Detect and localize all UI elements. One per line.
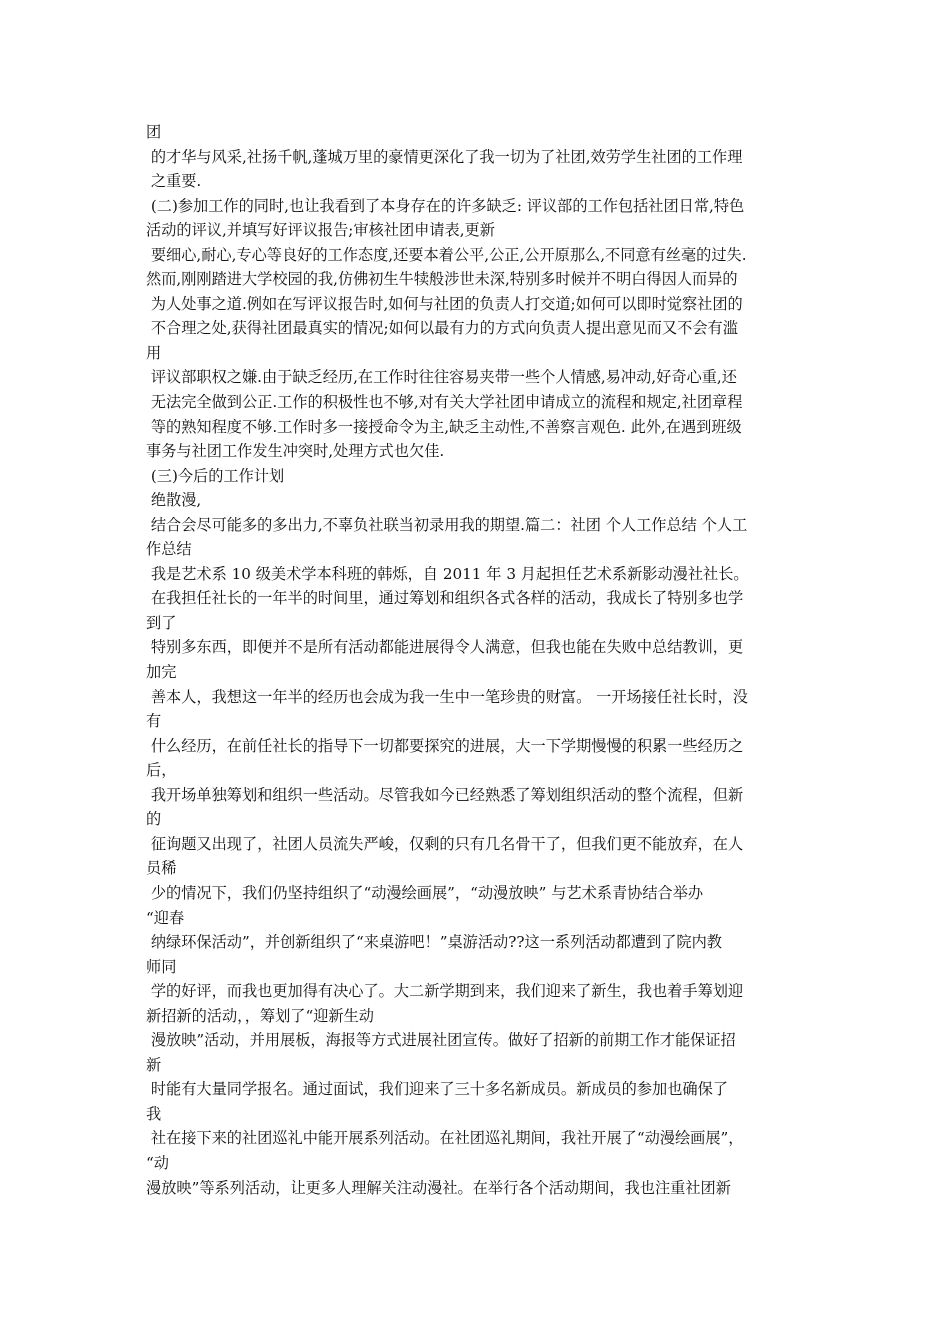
text-line: 作总结	[146, 540, 192, 559]
text-line: 用	[146, 343, 162, 362]
text-line: 什么经历，在前任社长的指导下一切都要探究的进展，大一下学期慢慢的积累一些经历之	[146, 736, 744, 755]
text-line: “动	[146, 1153, 169, 1172]
text-line: 少的情况下，我们仍坚持组织了“动漫绘画展”，“动漫放映” 与艺术系青协结合举办	[146, 883, 704, 902]
text-line: 加完	[146, 663, 177, 682]
text-line: 师同	[146, 957, 177, 976]
text-line: 不合理之处,获得社团最真实的情况;如何以最有力的方式向负责人提出意见而又不会有滥	[146, 319, 738, 338]
text-line: 时能有大量同学报名。通过面试，我们迎来了三十多名新成员。新成员的参加也确保了	[146, 1080, 728, 1099]
text-line: “迎春	[146, 908, 185, 927]
text-line: 然而,刚刚踏进大学校园的我,仿佛初生牛犊般涉世未深,特别多时候并不明白得因人而异的	[146, 270, 738, 289]
text-line: 的才华与风采,社扬千帆,蓬城万里的豪情更深化了我一切为了社团,效劳学生社团的工作理	[146, 147, 743, 166]
text-line: 活动的评议,并填写好评议报告;审核社团申请表,更新	[146, 221, 495, 240]
text-line: 我是艺术系 10 级美术学本科班的韩烁，自 2011 年 3 月起担任艺术系新影动漫社社长。	[146, 564, 749, 583]
text-line: 在我担任社长的一年半的时间里，通过筹划和组织各式各样的活动，我成长了特别多也学	[146, 589, 744, 608]
text-line: 之重要.	[146, 172, 202, 191]
text-line: 社在接下来的社团巡礼中能开展系列活动。在社团巡礼期间，我社开展了“动漫绘画展”，	[146, 1129, 744, 1148]
text-line: 无法完全做到公正.工作的积极性也不够,对有关大学社团申请成立的流程和规定,社团章程	[146, 393, 743, 412]
text-line: 征询题又出现了，社团人员流失严峻，仅剩的只有几名骨干了，但我们更不能放弃，在人	[146, 834, 744, 853]
text-line: 结合会尽可能多的多出力,不辜负社联当初录用我的期望.篇二：社团 个人工作总结 个人工	[146, 515, 748, 534]
text-line: 评议部职权之嫌.由于缺乏经历,在工作时往往容易夹带一些个人情感,易冲动,好奇心重,还	[146, 368, 737, 387]
text-line: 纳绿环保活动”，并创新组织了“来桌游吧！”桌游活动??这一系列活动都遭到了院内教	[146, 933, 722, 952]
text-line: 学的好评，而我也更加得有决心了。大二新学期到来，我们迎来了新生，我也着手筹划迎	[146, 982, 744, 1001]
text-line: 善本人，我想这一年半的经历也会成为我一生中一笔珍贵的财富。 一开场接任社长时，没	[146, 687, 748, 706]
text-line: 漫放映”等系列活动，让更多人理解关注动漫社。在举行各个活动期间，我也注重社团新	[146, 1178, 731, 1197]
text-line: 等的熟知程度不够.工作时多一接授命令为主,缺乏主动性,不善察言观色. 此外,在遇到班级	[146, 417, 742, 436]
text-line: (三)今后的工作计划	[146, 466, 285, 485]
text-line: 特别多东西，即便并不是所有活动都能进展得令人满意，但我也能在失败中总结教训，更	[146, 638, 744, 657]
text-line: 后，	[146, 761, 177, 780]
text-line: 要细心,耐心,专心等良好的工作态度,还要本着公平,公正,公开原那么,不同意有丝毫的过失.	[146, 245, 747, 264]
text-line: 的	[146, 810, 162, 829]
text-line: 有	[146, 712, 162, 731]
text-line: 团	[146, 123, 162, 141]
text-line: 新招新的活动，，筹划了“迎新生动	[146, 1006, 374, 1025]
text-line: 到了	[146, 613, 177, 632]
text-line: 绝散漫,	[146, 491, 202, 510]
text-line: 员稀	[146, 859, 177, 878]
document-body	[146, 120, 826, 1200]
text-line: 为人处事之道.例如在写评议报告时,如何与社团的负责人打交道;如何可以即时觉察社团的	[146, 294, 743, 313]
text-line: 漫放映”活动，并用展板，海报等方式进展社团宣传。做好了招新的前期工作才能保证招	[146, 1031, 736, 1050]
text-line: 我	[146, 1104, 162, 1123]
text-line: 新	[146, 1055, 162, 1074]
text-line: 我开场单独筹划和组织一些活动。尽管我如今已经熟悉了筹划组织活动的整个流程，但新	[146, 785, 744, 804]
text-line: (二)参加工作的同时,也让我看到了本身存在的许多缺乏: 评议部的工作包括社团日常,特色	[146, 196, 745, 215]
text-line: 事务与社团工作发生冲突时,处理方式也欠佳.	[146, 442, 445, 461]
